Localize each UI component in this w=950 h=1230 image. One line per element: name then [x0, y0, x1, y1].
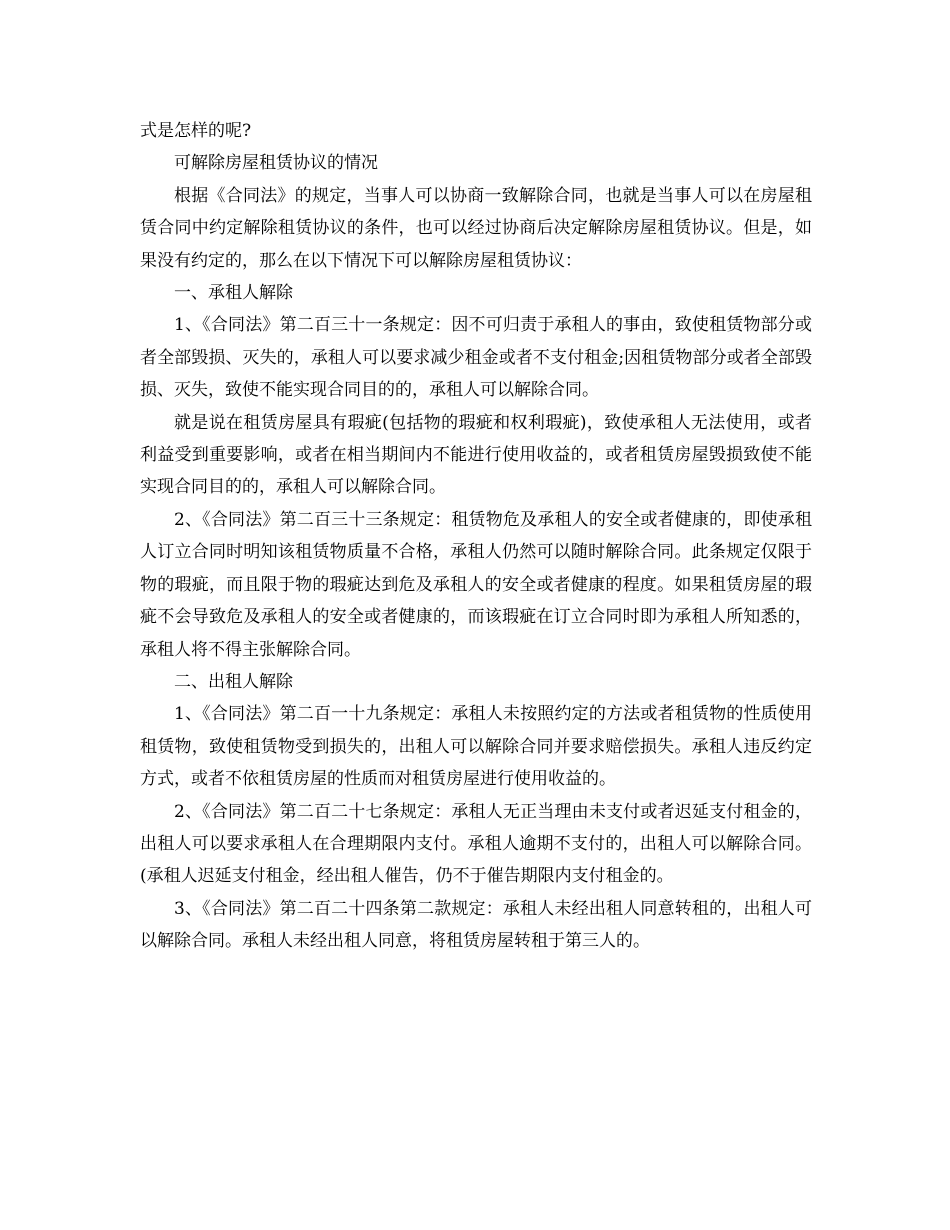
paragraph-article-219: 1、《合同法》第二百一十九条规定：承租人未按照约定的方法或者租赁物的性质使用租赁物，致使租赁物受到损失的，出租人可以解除合同并要求赔偿损失。承租人违反约定方式，或者不依租赁房屋的性质而对租赁房屋进行使用收益的。	[140, 704, 812, 790]
paragraph-contract-law-intro: 根据《合同法》的规定，当事人可以协商一致解除合同，也就是当事人可以在房屋租赁合同中约定解除租赁协议的条件，也可以经过协商后决定解除房屋租赁协议。但是，如果没有约定的，那么在以下情况下可以解除房屋租赁协议：	[140, 185, 812, 271]
section-heading-lessee-termination: 一、承租人解除	[174, 283, 293, 304]
document-body	[140, 115, 812, 958]
paragraph-article-231: 1、《合同法》第二百三十一条规定：因不可归责于承租人的事由，致使租赁物部分或者全部毁损、灭失的，承租人可以要求减少租金或者不支付租金;因租赁物部分或者全部毁损、灭失，致使不能实现合同目的的，承租人可以解除合同。	[140, 315, 812, 401]
paragraph-article-231-explanation: 就是说在租赁房屋具有瑕疵(包括物的瑕疵和权利瑕疵)，致使承租人无法使用，或者利益受到重要影响，或者在相当期间内不能进行使用收益的，或者租赁房屋毁损致使不能实现合同目的的，承租人可以解除合同。	[140, 412, 812, 498]
paragraph-continuation: 式是怎样的呢?	[140, 121, 252, 141]
section-heading-lessor-termination: 二、出租人解除	[174, 671, 293, 692]
paragraph-article-227: 2、《合同法》第二百二十七条规定：承租人无正当理由未支付或者迟延支付租金的，出租人可以要求承租人在合理期限内支付。承租人逾期不支付的，出租人可以解除合同。(承租人迟延支付租金，经出租人催告，仍不于催告期限内支付租金的。	[140, 801, 812, 887]
section-heading-termination-cases: 可解除房屋租赁协议的情况	[174, 153, 378, 174]
paragraph-article-224: 3、《合同法》第二百二十四条第二款规定：承租人未经出租人同意转租的，出租人可以解除合同。承租人未经出租人同意，将租赁房屋转租于第三人的。	[140, 898, 812, 952]
paragraph-article-233: 2、《合同法》第二百三十三条规定：租赁物危及承租人的安全或者健康的，即使承租人订立合同时明知该租赁物质量不合格，承租人仍然可以随时解除合同。此条规定仅限于物的瑕疵，而且限于物的瑕疵达到危及承租人的安全或者健康的程度。如果租赁房屋的瑕疵不会导致危及承租人的安全或者健康的，而该瑕疵在订立合同时即为承租人所知悉的，承租人将不得主张解除合同。	[140, 509, 812, 660]
